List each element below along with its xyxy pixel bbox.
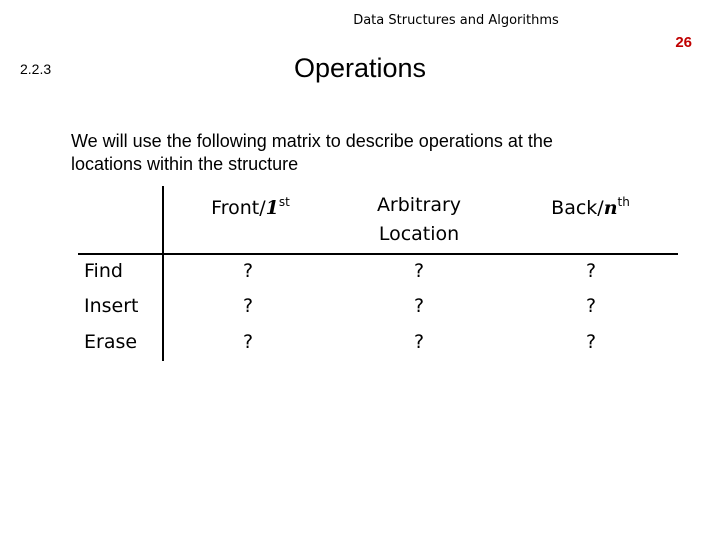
body-text-line-2: locations within the structure	[71, 154, 299, 174]
row-label-insert: Insert	[84, 295, 139, 317]
column-header-front-superscript: st	[278, 195, 290, 209]
cell-find-back: ?	[585, 260, 597, 282]
column-header-arbitrary	[348, 191, 490, 249]
column-header-back-superscript: th	[617, 195, 630, 209]
matrix-vertical-divider	[162, 186, 164, 361]
cell-erase-arbitrary: ?	[413, 331, 425, 353]
cell-insert-arbitrary: ?	[413, 295, 425, 317]
operations-matrix	[78, 186, 678, 361]
page-number: 26	[675, 34, 692, 51]
cell-erase-front: ?	[242, 331, 254, 353]
slide-title: Operations	[293, 53, 427, 83]
column-header-front	[188, 194, 313, 223]
matrix-horizontal-divider	[78, 253, 678, 255]
cell-find-arbitrary: ?	[413, 260, 425, 282]
section-number: 2.2.3	[20, 61, 52, 77]
header-title: Data Structures and Algorithms	[353, 13, 559, 28]
row-label-find: Find	[84, 260, 123, 282]
column-header-back	[528, 194, 653, 223]
cell-find-front: ?	[242, 260, 254, 282]
body-text-line-1: We will use the following matrix to describe operations at the	[71, 131, 553, 151]
body-text	[71, 130, 631, 176]
column-header-front-number: 1	[265, 197, 279, 219]
row-label-erase: Erase	[84, 331, 138, 353]
column-header-arbitrary-line-2: Location	[378, 223, 460, 245]
cell-insert-front: ?	[242, 295, 254, 317]
column-header-arbitrary-line-1: Arbitrary	[376, 194, 462, 216]
cell-erase-back: ?	[585, 331, 597, 353]
column-header-back-label: Back/	[551, 197, 604, 219]
column-header-front-label: Front/	[211, 197, 266, 219]
cell-insert-back: ?	[585, 295, 597, 317]
column-header-back-variable: n	[603, 197, 618, 219]
